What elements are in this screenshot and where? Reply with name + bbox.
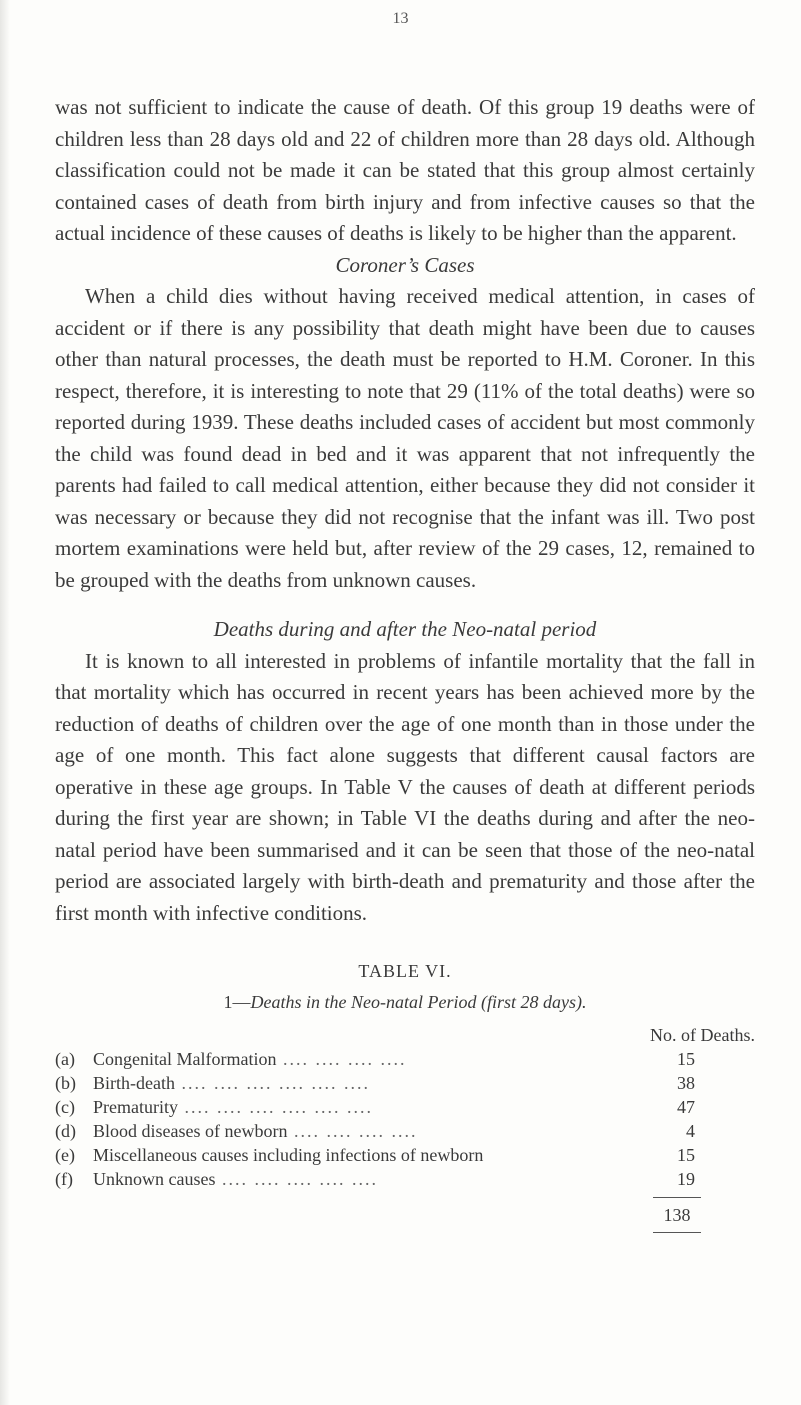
row-leader-dots: .... .... .... ....: [287, 1121, 418, 1141]
row-description: Birth-death: [93, 1073, 175, 1093]
row-leader-dots: .... .... .... ....: [276, 1049, 407, 1069]
table-subtitle-text: Deaths in the Neo-natal Period (first 28 days).: [250, 992, 587, 1012]
column-header: No. of Deaths.: [650, 1025, 755, 1045]
row-value: 38: [677, 1073, 695, 1093]
row-label: (e): [55, 1145, 75, 1165]
paragraph-coroners-cases: When a child dies without having received medical attention, in cases of accident or if there is any possibility that death might have been due to causes other than natural processes, the death must be reported to H.M. Coroner. In this respect, therefore, it is interesting to note that 29 (11% of the total deaths) were so reported during 1939. These deaths included cases of accident but most commonly the child was found dead in bed and it was apparent that not infrequently the parents had failed to call medical attention, either because they did not consider it was necessary or because they did not recognise that the infant was ill. Two post mortem examinations were held but, after review of the 29 cases, 12, remained to be grouped with the deaths from unknown causes.: [55, 284, 755, 592]
table-row: [55, 1047, 755, 1071]
row-label: (a): [55, 1049, 75, 1069]
table-row: [55, 1143, 755, 1167]
row-leader-dots: .... .... .... .... .... ....: [174, 1073, 370, 1093]
table-subtitle-prefix: 1—: [223, 992, 251, 1012]
row-description: Unknown causes: [93, 1169, 216, 1189]
paragraph-continuation: was not sufficient to indicate the cause of death. Of this group 19 deaths were of children less than 28 days old and 22 of children more than 28 days old. Although classification could not be made it can be stated that this group almost certainly contained cases of death from birth injury and from infective causes so that the actual incidence of these causes of deaths is likely to be higher than the apparent.: [55, 95, 755, 245]
section-heading-neo-natal: Deaths during and after the Neo-natal period: [213, 617, 597, 641]
row-description: Congenital Malformation: [93, 1049, 277, 1069]
row-value: 4: [686, 1121, 695, 1141]
paragraph-neo-natal: It is known to all interested in problems of infantile mortality that the fall in that mortality which has occurred in recent years has been achieved more by the reduction of deaths of children over the age of one month than in those under the age of one month. This fact alone suggests that different causal factors are operative in these age groups. In Table V the causes of death at different periods during the first year are shown; in Table VI the deaths during and after the neo-natal period have been summarised and it can be seen that those of the neo-natal period are associated largely with birth-death and prematurity and those after the first month with infective conditions.: [55, 648, 755, 925]
row-label: (f): [55, 1169, 73, 1189]
table-subtitle: [55, 992, 755, 1013]
row-description: Miscellaneous causes including infections of newborn: [93, 1145, 484, 1165]
row-label: (d): [55, 1121, 76, 1141]
table-rows: [55, 1023, 755, 1233]
row-description: Prematurity: [93, 1097, 178, 1117]
row-description: Blood diseases of newborn: [93, 1121, 288, 1141]
row-value: 15: [677, 1145, 695, 1165]
row-value: 19: [677, 1169, 695, 1189]
table-row: [55, 1167, 755, 1191]
row-leader-dots: .... .... .... .... ....: [215, 1169, 378, 1189]
page-number: 13: [392, 10, 409, 27]
table-vi: [55, 961, 755, 1233]
row-leader-dots: .... .... .... .... .... ....: [177, 1097, 373, 1117]
page-binding-shadow: [0, 0, 10, 1405]
table-title: TABLE VI.: [358, 961, 452, 981]
table-row: [55, 1095, 755, 1119]
table-row: [55, 1119, 755, 1143]
table-row: [55, 1071, 755, 1095]
row-value: 47: [677, 1097, 695, 1117]
row-value: 15: [677, 1049, 695, 1069]
table-total: 138: [653, 1197, 701, 1233]
row-label: (b): [55, 1073, 76, 1093]
section-heading-coroners-cases: Coroner’s Cases: [335, 252, 475, 277]
row-label: (c): [55, 1097, 75, 1117]
document-body: [55, 92, 755, 1233]
